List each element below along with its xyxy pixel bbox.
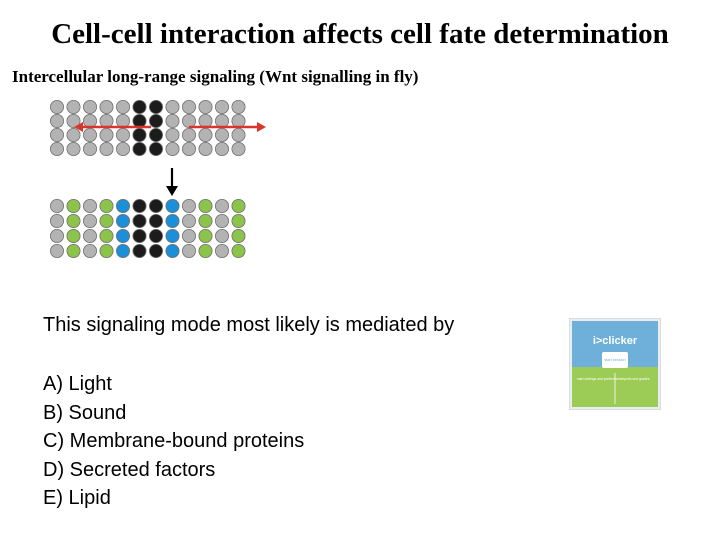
top-cell-gray — [199, 100, 212, 113]
bottom-cell-green — [67, 199, 80, 212]
top-cell-gray — [116, 114, 129, 127]
top-cell-gray — [100, 142, 113, 155]
right-box-label: reports and grades — [621, 377, 650, 381]
bottom-cell-gray — [215, 214, 228, 227]
bottom-cell-gray — [50, 244, 63, 257]
top-cell-gray — [50, 142, 63, 155]
slide-title: Cell-cell interaction affects cell fate determination — [51, 18, 669, 50]
bottom-cell-gray — [83, 214, 96, 227]
bottom-cell-black — [149, 214, 162, 227]
bottom-cell-black — [149, 199, 162, 212]
bottom-cell-black — [149, 229, 162, 242]
bottom-cell-green — [67, 244, 80, 257]
slide-subtitle: Intercellular long-range signaling (Wnt signalling in fly) — [12, 67, 419, 86]
bottom-cell-gray — [83, 199, 96, 212]
top-cell-gray — [67, 100, 80, 113]
bottom-cell-blue — [166, 214, 179, 227]
bottom-cell-green — [199, 244, 212, 257]
bottom-cell-green — [199, 229, 212, 242]
top-cell-black — [133, 142, 146, 155]
bottom-cell-blue — [166, 244, 179, 257]
bottom-cell-green — [100, 214, 113, 227]
bottom-cell-blue — [116, 214, 129, 227]
top-cell-gray — [232, 100, 245, 113]
bottom-cell-black — [133, 214, 146, 227]
top-cell-gray — [215, 128, 228, 141]
bottom-cell-black — [149, 244, 162, 257]
top-cell-black — [133, 100, 146, 113]
bottom-cell-gray — [215, 244, 228, 257]
top-cell-gray — [83, 142, 96, 155]
top-cell-gray — [166, 142, 179, 155]
top-cell-gray — [83, 114, 96, 127]
top-cell-black — [133, 128, 146, 141]
top-cell-gray — [166, 100, 179, 113]
top-cell-black — [149, 114, 162, 127]
cell-grid-figure — [46, 96, 296, 264]
signal-arrow-right-head — [257, 122, 266, 132]
fate-arrow-head — [166, 186, 178, 196]
bottom-cell-gray — [215, 229, 228, 242]
bottom-cell-gray — [50, 214, 63, 227]
bottom-cell-gray — [50, 199, 63, 212]
bottom-cell-green — [67, 229, 80, 242]
bottom-cell-blue — [116, 199, 129, 212]
bottom-cell-green — [232, 214, 245, 227]
top-cell-gray — [100, 128, 113, 141]
option-b: B) Sound — [43, 401, 127, 424]
top-cell-gray — [232, 142, 245, 155]
bottom-cell-gray — [50, 229, 63, 242]
bottom-cell-gray — [83, 229, 96, 242]
top-cell-gray — [199, 128, 212, 141]
question-text: This signaling mode most likely is mediated by — [43, 314, 455, 336]
option-c: C) Membrane-bound proteins — [43, 430, 305, 452]
bottom-cell-blue — [116, 229, 129, 242]
bottom-cell-green — [67, 214, 80, 227]
top-cell-gray — [67, 142, 80, 155]
top-cell-gray — [182, 142, 195, 155]
option-a: A) Light — [43, 373, 112, 395]
bottom-cell-green — [100, 199, 113, 212]
top-cell-black — [149, 128, 162, 141]
bottom-cell-gray — [182, 199, 195, 212]
bottom-cell-green — [100, 229, 113, 242]
top-cell-gray — [83, 128, 96, 141]
top-cell-gray — [215, 142, 228, 155]
iclicker-brand: i>clicker — [592, 335, 638, 347]
bottom-cell-green — [199, 199, 212, 212]
bottom-cell-black — [133, 229, 146, 242]
top-cell-gray — [100, 100, 113, 113]
bottom-cell-green — [232, 244, 245, 257]
top-cell-gray — [50, 100, 63, 113]
top-cell-gray — [67, 128, 80, 141]
iclicker-panel-image — [569, 318, 661, 410]
bottom-cell-gray — [215, 199, 228, 212]
bottom-cell-black — [133, 244, 146, 257]
option-d: D) Secreted factors — [43, 458, 216, 481]
top-cell-gray — [182, 114, 195, 127]
top-cell-black — [149, 100, 162, 113]
top-cell-gray — [116, 100, 129, 113]
bottom-cell-gray — [182, 214, 195, 227]
bottom-cell-blue — [116, 244, 129, 257]
top-cell-gray — [182, 100, 195, 113]
bottom-cell-green — [100, 244, 113, 257]
option-e: E) Lipid — [43, 487, 111, 509]
bottom-cell-black — [133, 199, 146, 212]
top-cell-gray — [215, 114, 228, 127]
top-cell-gray — [166, 128, 179, 141]
top-cell-black — [133, 114, 146, 127]
bottom-cell-gray — [83, 244, 96, 257]
bottom-cell-blue — [166, 199, 179, 212]
top-cell-gray — [100, 114, 113, 127]
left-box-label: start settings and preferences — [577, 377, 622, 381]
top-cell-gray — [83, 100, 96, 113]
top-cell-gray — [116, 142, 129, 155]
top-cell-gray — [182, 128, 195, 141]
top-cell-gray — [199, 142, 212, 155]
bottom-cell-green — [199, 214, 212, 227]
top-cell-gray — [116, 128, 129, 141]
bottom-cell-blue — [166, 229, 179, 242]
bottom-cell-gray — [182, 244, 195, 257]
bottom-cell-gray — [182, 229, 195, 242]
top-cell-gray — [215, 100, 228, 113]
top-cell-gray — [50, 128, 63, 141]
top-cell-gray — [232, 128, 245, 141]
answer-options — [43, 370, 304, 513]
top-cell-gray — [232, 114, 245, 127]
top-cell-gray — [166, 114, 179, 127]
top-cell-gray — [50, 114, 63, 127]
cells-bottom-group — [50, 199, 245, 257]
top-cell-black — [149, 142, 162, 155]
top-cell-gray — [199, 114, 212, 127]
start-session-label: start session — [604, 358, 626, 362]
bottom-cell-green — [232, 199, 245, 212]
bottom-cell-green — [232, 229, 245, 242]
